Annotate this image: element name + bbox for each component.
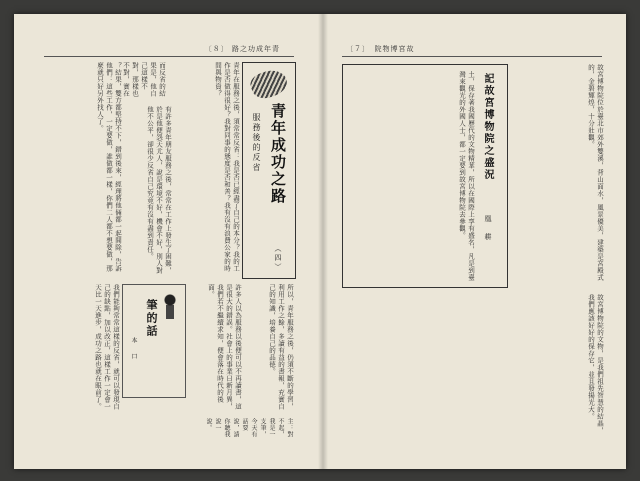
text-column: 我們能夠常常這樣的反省，就可以發現自己的缺點，加以改正，這樣工作一定會一天比一天進步，成功之路也就在眼前了。 — [94, 284, 120, 410]
article-title: 記故宮博物院之盛況 — [482, 73, 493, 181]
running-head-text: 路之功成年青 — [232, 45, 280, 53]
ornament-icon — [248, 66, 291, 103]
running-head — [205, 44, 280, 54]
article-box — [342, 64, 508, 288]
page-number: 〔８〕 — [204, 45, 229, 53]
left-page — [14, 14, 320, 469]
text-column: 而反省的結果是，他自己這樣不對，那樣也不對，實在 — [122, 62, 166, 97]
portrait-icon — [161, 291, 179, 321]
article-part: （四） — [274, 245, 282, 272]
essay-author: 本 口 — [130, 337, 137, 361]
magazine-spread — [14, 14, 626, 469]
article-title: 青年成功之路 — [269, 103, 287, 205]
right-page — [326, 14, 626, 469]
article-author: 凰 耕 — [484, 215, 492, 242]
text-column: 青年在服務之後，須常常反省：我是否已經盡了自己的本分？我的工作是否做得很好？我對同事的態度是否和善？我有沒有浪費公家的時間與物資？ — [214, 62, 240, 272]
text-column: 許多人以為服務以後便可以不再讀書，這是很大的錯誤。社會上的事業日新月異，我們若不繼續求知，便會落在時代的後面。 — [207, 284, 242, 410]
section-heading: 服務後的反省 — [252, 113, 261, 173]
essay-text: 主：對不起，我是一支筆，今天有話要說，請你聽我說一說。 — [205, 418, 293, 438]
running-head: 〔７〕 院物博宮故 — [346, 45, 415, 53]
title-box — [242, 62, 296, 279]
header-rule — [44, 56, 294, 57]
text-column: 所以，青年服務之後，仍須不斷的學習，利用工作之餘，多讀有益的書報，充實自己的知識，培養自己的品德。 — [268, 284, 294, 410]
essay-title: 筆的話 — [145, 299, 158, 338]
article-text: 土，保存著我國歷代的文物精華，所以在國際上享有盛名，凡是到臺灣來觀光的外國人士，都一定要到故宮博物院去參觀。 — [458, 71, 475, 281]
text-column: 故宮博物院位於臺北市郊外雙溪，背山面水，風景優美，建築是宮殿式的，金碧輝煌，十分壯觀。 — [587, 64, 604, 281]
header-rule — [342, 56, 602, 57]
essay-box — [122, 284, 186, 398]
text-column: 有許多青年朋友服務之後，常常在工作上發生了困難，於是他便怨天尤人，說是環境不好，機會不好，別人對他不公平，卻很少反省自己究竟有沒有盡到責任。 — [146, 106, 172, 274]
text-column: 故宮博物院的文物，是我們祖先智慧的結晶，我們應該好好的保存它，並且發揚光大。 — [587, 294, 604, 434]
text-column: ？結果，雙方都堅持不下，錯到後來，經理將他倆都一起開除，告訴他們：這些工作，一定要做，誰做都一樣，你們二人都不想要做，那麼就只好另外找人了。 — [96, 62, 122, 272]
